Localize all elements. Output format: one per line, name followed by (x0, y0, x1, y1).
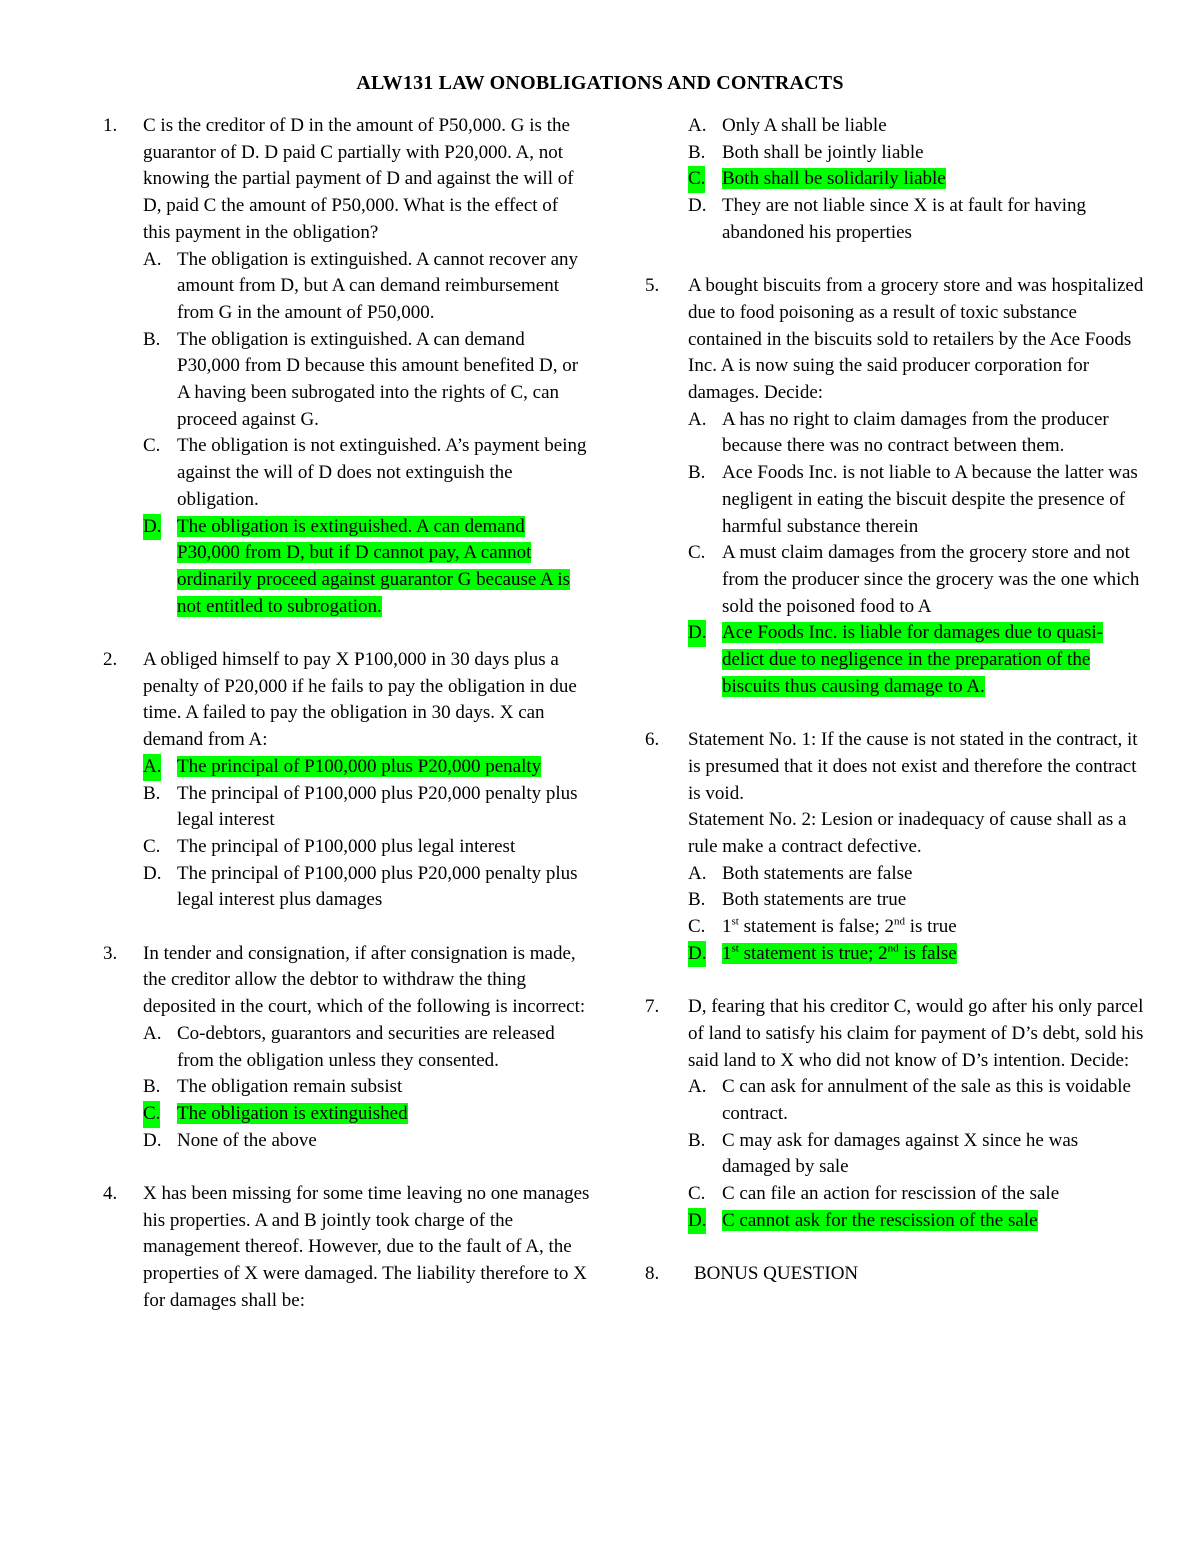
question-number: 2. (103, 649, 118, 671)
option-letter: D. (688, 195, 707, 217)
option-c (688, 1181, 1145, 1208)
text-part: is true (904, 916, 957, 938)
option-letter: C. (688, 166, 705, 193)
option-text: Only A shall be liable (722, 115, 887, 136)
question-7 (645, 994, 1145, 1234)
option-letter: C. (143, 1101, 160, 1128)
text-part: is false (898, 942, 957, 964)
option-letter: B. (143, 782, 161, 804)
question-text: A obliged himself to pay X P100,000 in 30 days plus a penalty of P20,000 if he fails to pay the obligation in due time. A failed to pay the obligation in 30 days. X can demand from A: (143, 649, 577, 751)
option-text: Co-debtors, guarantors and securities are released from the obligation unless they consented. (177, 1022, 555, 1071)
question-number: 5. (645, 275, 660, 297)
question-4 (100, 1181, 590, 1315)
question-8 (645, 1261, 1145, 1288)
option-text: A must claim damages from the grocery store and not from the producer since the grocery was the one which sold the poisoned food to A (722, 542, 1140, 617)
question-number: 3. (103, 942, 118, 964)
option-text: They are not liable since X is at fault for having abandoned his properties (722, 195, 1087, 243)
ordinal-suffix: nd (893, 915, 905, 928)
left-column (100, 113, 590, 1341)
option-d-answer (688, 1208, 1145, 1235)
question-text: A bought biscuits from a grocery store and was hospitalized due to food poisoning as a result of toxic substance contained in the biscuits sold to retailers by the Ace Foods Inc. A is now suing the said producer corporation for damages. Decide: (688, 275, 1144, 404)
option-letter: C. (143, 835, 161, 857)
option-letter: D. (143, 514, 161, 541)
question-text: C is the creditor of D in the amount of P50,000. G is the guarantor of D. D paid C partially with P20,000. A, not knowing the partial payment of D and against the will of D, paid C the amount of P50,000. What is the effect of this payment in the obligation? (143, 115, 574, 243)
option-d (143, 1128, 590, 1155)
question-number: 8. (645, 1263, 660, 1285)
option-text: The obligation is extinguished. A cannot recover any amount from D, but A can demand reimbursement from G in the amount of P50,000. (177, 248, 579, 323)
option-d-answer (688, 941, 1145, 968)
text-part: 1 (722, 916, 732, 938)
question-number: 6. (645, 729, 660, 751)
option-b (143, 327, 590, 434)
option-c (688, 914, 1145, 941)
option-d-answer (688, 620, 1145, 700)
option-letter: B. (688, 462, 706, 484)
option-letter: A. (143, 754, 161, 781)
question-1 (100, 113, 590, 620)
ordinal-suffix: nd (887, 942, 899, 955)
option-a (688, 1074, 1145, 1127)
option-a (688, 861, 1145, 888)
option-text: Both statements are false (722, 862, 913, 884)
option-letter: B. (688, 141, 706, 163)
option-c-answer (143, 1101, 590, 1128)
option-text: The obligation is extinguished. A can demand P30,000 from D, but if D cannot pay, A cannot ordinarily proceed against guarantor G because A is not entitled to subrogation. (177, 515, 571, 617)
option-letter: C. (688, 916, 706, 938)
option-d (688, 193, 1145, 246)
option-a (143, 247, 590, 327)
question-number: 1. (103, 115, 118, 136)
option-a-answer (143, 754, 590, 781)
option-letter: A. (688, 1076, 707, 1098)
option-c (688, 540, 1145, 620)
option-letter: D. (688, 620, 706, 647)
option-letter: D. (688, 1208, 706, 1235)
option-text: C can file an action for rescission of the sale (722, 1183, 1060, 1205)
option-c (143, 834, 590, 861)
option-letter: B. (688, 1129, 706, 1151)
question-number: 7. (645, 996, 660, 1018)
question-text: BONUS QUESTION (694, 1263, 859, 1285)
option-d-answer (143, 514, 590, 621)
question-4-options (645, 113, 1145, 247)
option-text: The principal of P100,000 plus P20,000 penalty plus legal interest plus damages (177, 862, 578, 911)
option-text: A has no right to claim damages from the producer because there was no contract between them. (722, 408, 1109, 457)
option-letter: D. (143, 1129, 162, 1151)
option-text: Ace Foods Inc. is liable for damages due to quasi-delict due to negligence in the preparation of the biscuits thus causing damage to A. (722, 622, 1103, 697)
option-text: Both statements are true (722, 889, 907, 911)
option-b (688, 1128, 1145, 1181)
option-b (688, 887, 1145, 914)
question-text: X has been missing for some time leaving no one manages his properties. A and B jointly took charge of the management thereof. However, due to the fault of A, the properties of X were damaged. The liability therefore to X for damages shall be: (143, 1183, 590, 1311)
ordinal-suffix: st (731, 915, 739, 928)
text-part: statement is true; 2 (738, 942, 888, 964)
option-letter: C. (143, 435, 161, 457)
text-part: 1 (722, 942, 732, 964)
option-text: C may ask for damages against X since he was damaged by sale (722, 1129, 1079, 1178)
option-text (722, 943, 957, 964)
option-text: The obligation is extinguished. A can demand P30,000 from D because this amount benefited D, or A having been subrogated into the rights of C, can proceed against G. (177, 328, 579, 430)
question-number: 4. (103, 1183, 118, 1205)
option-text: Both shall be jointly liable (722, 141, 924, 163)
question-6 (645, 727, 1145, 967)
question-3 (100, 941, 590, 1155)
option-letter: D. (143, 862, 162, 884)
question-2 (100, 647, 590, 914)
text-part: statement is false; 2 (738, 916, 894, 938)
option-text: None of the above (177, 1129, 317, 1151)
option-letter: A. (688, 115, 707, 136)
option-letter: B. (688, 889, 706, 911)
option-text: The obligation remain subsist (177, 1076, 403, 1098)
option-letter: D. (688, 941, 706, 968)
option-text: The principal of P100,000 plus legal interest (177, 835, 516, 857)
option-text: The obligation is extinguished (177, 1102, 408, 1124)
option-a (688, 407, 1145, 460)
option-letter: A. (143, 1022, 162, 1044)
statement-2: Statement No. 2: Lesion or inadequacy of cause shall as a rule make a contract defective. (688, 809, 1127, 857)
option-c (143, 433, 590, 513)
option-b (688, 140, 1145, 167)
option-letter: A. (143, 248, 162, 270)
option-letter: B. (143, 328, 161, 350)
option-text: Both shall be solidarily liable (722, 168, 946, 190)
option-d (143, 861, 590, 914)
right-column (645, 113, 1145, 1315)
option-letter: C. (688, 1183, 706, 1205)
option-text: The principal of P100,000 plus P20,000 penalty plus legal interest (177, 782, 578, 831)
option-a (143, 1021, 590, 1074)
option-text: C cannot ask for the rescission of the sale (722, 1209, 1038, 1231)
option-letter: B. (143, 1076, 161, 1098)
option-text (722, 916, 957, 937)
option-text: The principal of P100,000 plus P20,000 penalty (177, 755, 542, 777)
option-text: Ace Foods Inc. is not liable to A because the latter was negligent in eating the biscuit despite the presence of harmful substance therein (722, 462, 1138, 537)
option-letter: A. (688, 408, 707, 430)
option-a (688, 113, 1145, 140)
ordinal-suffix: st (731, 942, 739, 955)
question-5 (645, 273, 1145, 700)
option-b (688, 460, 1145, 540)
option-b (143, 781, 590, 834)
option-c-answer (688, 166, 1145, 193)
option-text: The obligation is not extinguished. A’s payment being against the will of D does not extinguish the obligation. (177, 435, 587, 510)
question-text: D, fearing that his creditor C, would go after his only parcel of land to satisfy his claim for payment of D’s debt, sold his said land to X who did not know of D’s intention. Decide: (688, 996, 1144, 1071)
statement-1: Statement No. 1: If the cause is not stated in the contract, it is presumed that it does not exist and therefore the contract is void. (688, 729, 1138, 804)
document-title: ALW131 LAW ONOBLIGATIONS AND CONTRACTS (356, 72, 844, 94)
option-b (143, 1074, 590, 1101)
option-letter: A. (688, 862, 707, 884)
option-letter: C. (688, 542, 706, 564)
option-text: C can ask for annulment of the sale as this is voidable contract. (722, 1076, 1131, 1124)
question-text: In tender and consignation, if after consignation is made, the creditor allow the debtor to withdraw the thing deposited in the court, which of the following is incorrect: (143, 942, 586, 1018)
